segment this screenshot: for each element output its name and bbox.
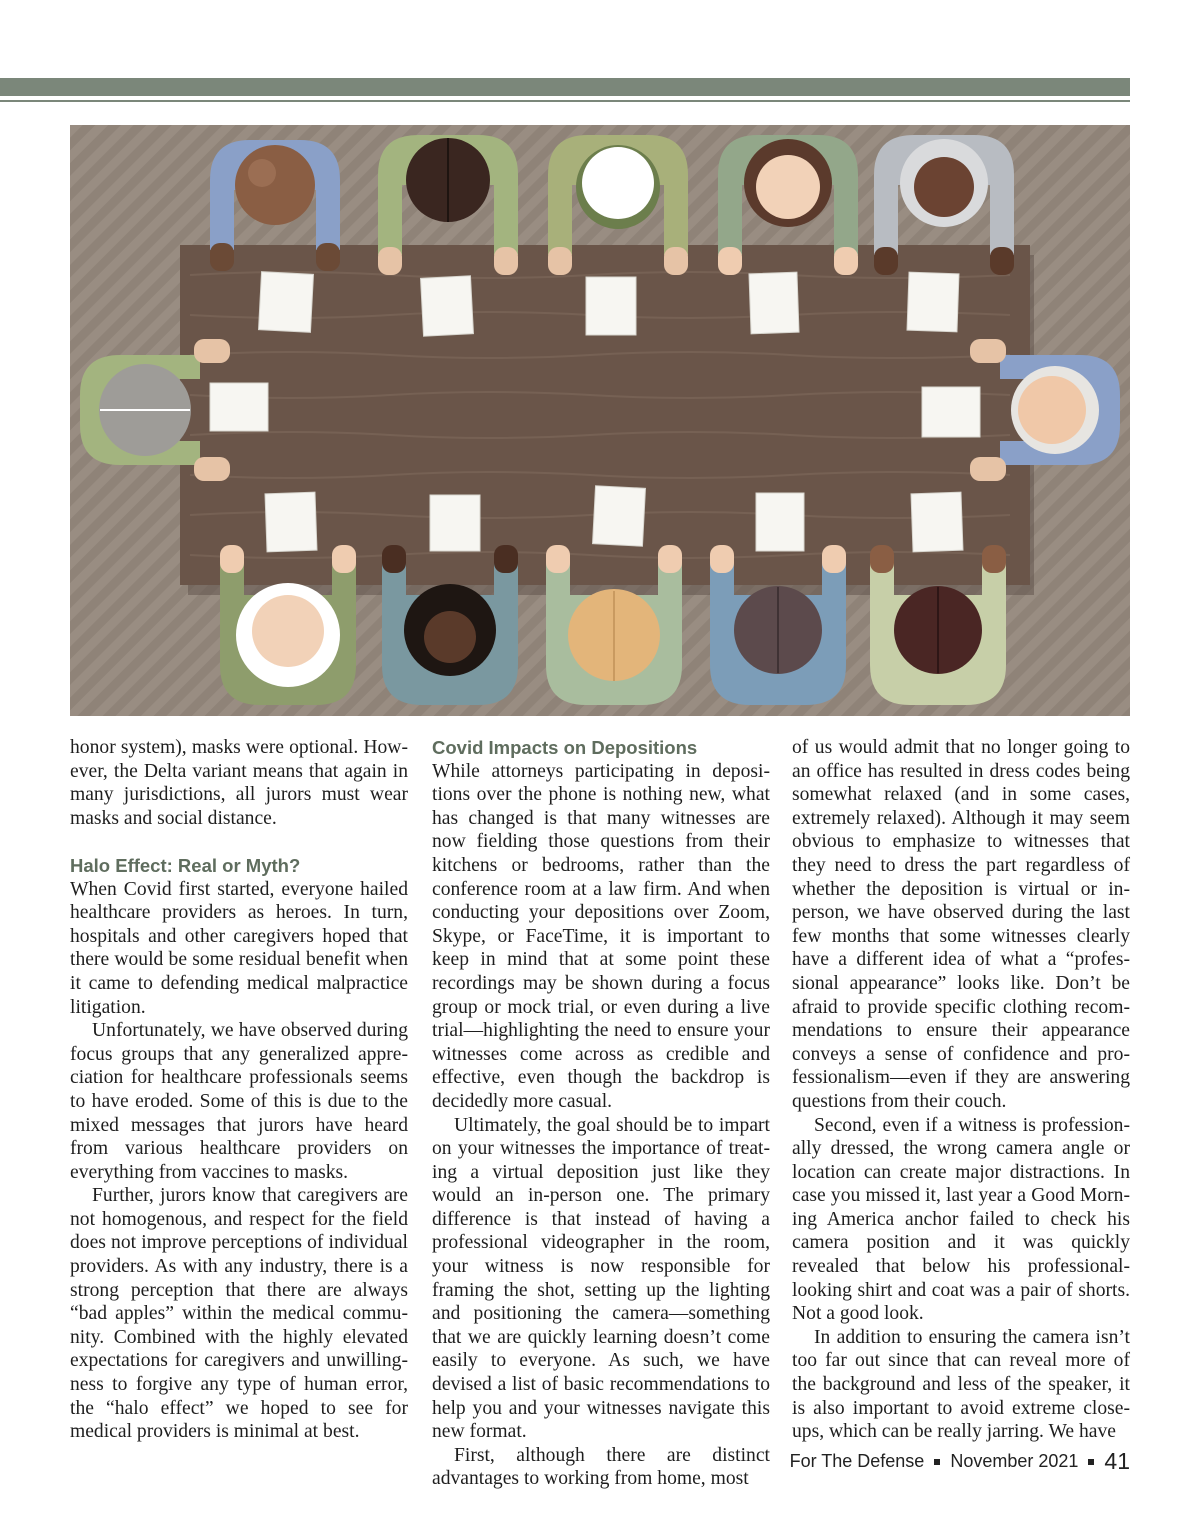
- paper: [430, 495, 480, 551]
- paper: [586, 277, 636, 335]
- paper: [922, 387, 980, 437]
- paper: [911, 492, 963, 552]
- paper: [593, 486, 646, 547]
- paragraph: Unfortunately, we have observed during focus groups that any generalized appreciation for healthcare professionals seems to have eroded. Some of this is due to the mixed messages that jurors have heard from various healthcare providers on everything from vaccines to masks.: [70, 1020, 408, 1183]
- paper: [907, 272, 959, 332]
- article-column-1: [70, 736, 408, 1444]
- paragraph: honor system), masks were optional. However, the Delta variant means that again in many jurisdictions, all jurors must wear masks and social distance.: [70, 737, 408, 829]
- paragraph: Second, even if a witness is professionally dressed, the wrong camera angle or location can create major distractions. In case you missed it, last year a Good Morning America anchor failed to check his camera position and it was quickly revealed that below his professional-looking shirt and coat was a pair of shorts. Not a good look.: [792, 1114, 1130, 1325]
- issue-date: November 2021: [950, 1451, 1079, 1471]
- paragraph: When Covid first started, everyone hailed healthcare providers as heroes. In turn, hospitals and other caregivers hoped that there would be some residual benefit when it came to defending medical malpractice litigation.: [70, 878, 408, 1018]
- paragraph: of us would admit that no longer going to an office has resulted in dress codes being somewhat relaxed (and in some cases, extremely relaxed). Although it may seem obvious to emphasize to witnesses that they need to dress the part regardless of whether the deposition is virtual or in-person, we have observed during the last few months that some witnesses clearly have a different idea of what a “professional appearance” looks like. Don’t be afraid to provide specific clothing recommendations to ensure their appearance conveys a sense of confidence and professionalism—even if they are answering questions from their couch.: [792, 737, 1130, 1112]
- header-rule: [0, 100, 1130, 102]
- header-band: [0, 78, 1130, 96]
- page-footer: [790, 1448, 1130, 1475]
- paragraph: First, although there are distinct advantages to working from home, most: [432, 1444, 770, 1490]
- paper: [749, 272, 799, 334]
- paragraph: Further, jurors know that caregivers are not homogenous, and respect for the field does not improve perceptions of individual providers. As with any industry, there is a strong perception that there are always “bad apples” within the medical community. Combined with the highly elevated expectations for caregivers and unwillingness to forgive any type of human error, the “halo effect” we hoped to see for medical providers is minimal at best.: [70, 1185, 408, 1443]
- paper: [259, 272, 314, 333]
- separator-square-icon: [1088, 1459, 1094, 1465]
- separator-square-icon: [934, 1459, 940, 1465]
- article-column-3: [792, 736, 1130, 1444]
- meeting-table-illustration: [70, 125, 1130, 716]
- paper: [756, 493, 804, 551]
- paragraph: Ultimately, the goal should be to impart on your witnesses the importance of treating a virtual deposition just like they would an in-person one. The primary difference is that instead of having a professional videographer in the room, your witness is now responsible for framing the shot, setting up the lighting and positioning the camera—something that we are quickly learning doesn’t come easily to everyone. As such, we have devised a list of basic recommendations to help you and your witnesses navigate this new format.: [432, 1114, 770, 1443]
- paper: [210, 383, 268, 431]
- paragraph: In addition to ensuring the camera isn’t too far out since that can reveal more of the background and less of the speaker, it is also important to avoid extreme close-ups, which can be really jarring. We have: [792, 1326, 1130, 1443]
- page-number: 41: [1104, 1448, 1130, 1474]
- paper: [421, 276, 474, 337]
- publication-name: For The Defense: [789, 1451, 925, 1471]
- paragraph: While attorneys participating in depositions over the phone is nothing new, what has changed is that many witnesses are now fielding those questions from their kitchens or bedrooms, rather than the conference room at a law firm. And when conducting your depositions over Zoom, Skype, or FaceTime, it is important to keep in mind that at some point these recordings may be shown during a focus group or mock trial, or even during a live trial—highlighting the need to ensure your witnesses come across as credible and effective, even though the backdrop is decidedly more casual.: [432, 760, 770, 1112]
- section-heading: Covid Impacts on Depositions: [432, 737, 698, 758]
- paper: [265, 492, 317, 552]
- article-column-2: [432, 736, 770, 1491]
- section-heading: Halo Effect: Real or Myth?: [70, 854, 301, 876]
